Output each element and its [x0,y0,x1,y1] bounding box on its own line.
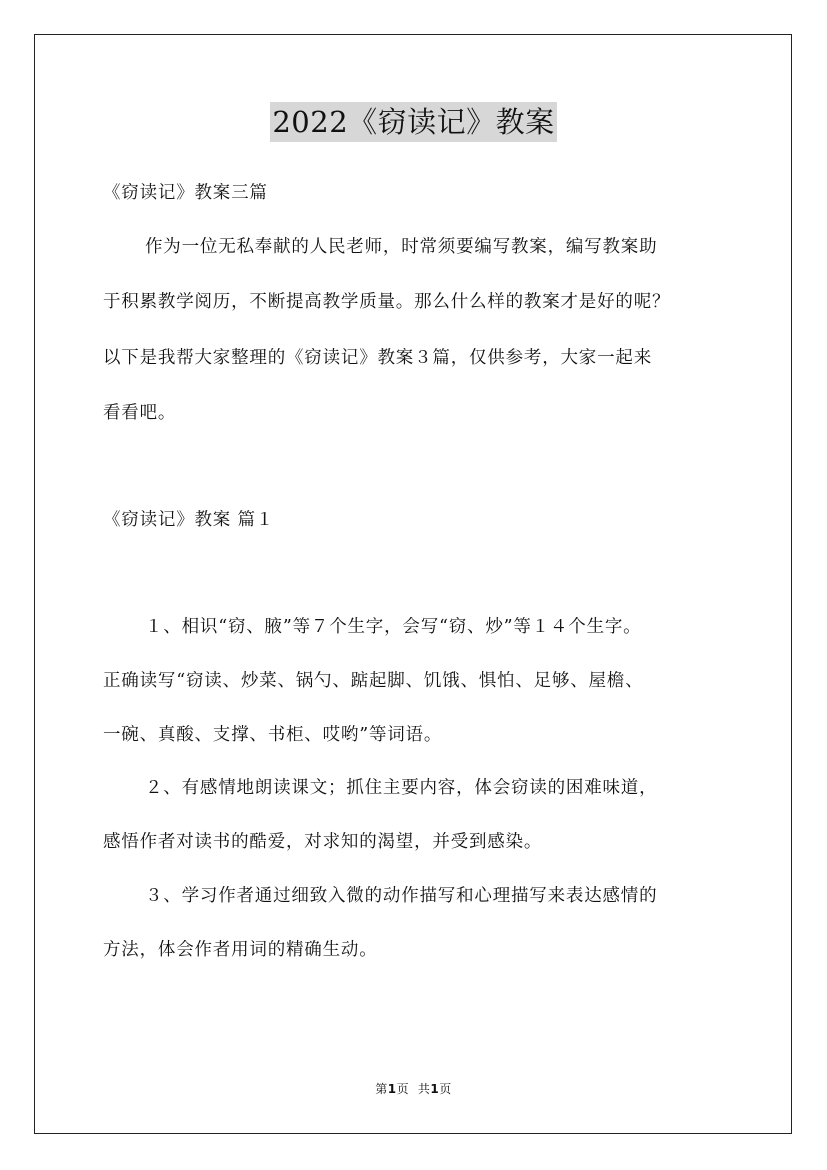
footer-page-number: 1 [387,1082,397,1096]
intro-line: 于积累教学阅历，不断提高教学质量。那么什么样的教案才是好的呢？ [103,292,671,312]
footer-total-pages: 1 [430,1082,440,1096]
footer-prefix: 第 [375,1082,388,1096]
footer-total-suffix: 页 [439,1082,452,1096]
objective-line: 一碗、真酸、支撑、书柜、哎哟”等词语。 [103,725,443,745]
objective-line: 方法，体会作者用词的精确生动。 [103,940,378,960]
objective-line: 正确读写“窃读、炒菜、锅勺、踮起脚、饥饿、惧怕、足够、屋檐、 [103,671,644,691]
objective-line: ３、学习作者通过细致入微的动作描写和心理描写来表达感情的 [145,886,658,906]
intro-line: 看看吧。 [103,403,177,423]
objective-line: １、相识“窃、腋”等７个生字，会写“窃、炒”等１４个生字。 [145,617,642,637]
intro-line: 作为一位无私奉献的人民老师，时常须要编写教案，编写教案助 [145,237,658,257]
objective-line: ２、有感情地朗读课文；抓住主要内容，体会窃读的困难味道， [145,778,658,798]
objective-line: 感悟作者对读书的酷爱，对求知的渴望，并受到感染。 [103,832,543,852]
footer-total-prefix: 共 [417,1082,431,1096]
document-title: 2022《窃读记》教案 [270,102,556,142]
intro-line: 以下是我帮大家整理的《窃读记》教案３篇，仅供参考，大家一起来 [103,348,652,368]
page-footer [0,1080,827,1097]
section-heading: 《窃读记》教案 篇１ [103,510,275,530]
subtitle: 《窃读记》教案三篇 [103,183,268,203]
title-area [0,102,827,142]
footer-page-suffix: 页 [396,1082,410,1096]
